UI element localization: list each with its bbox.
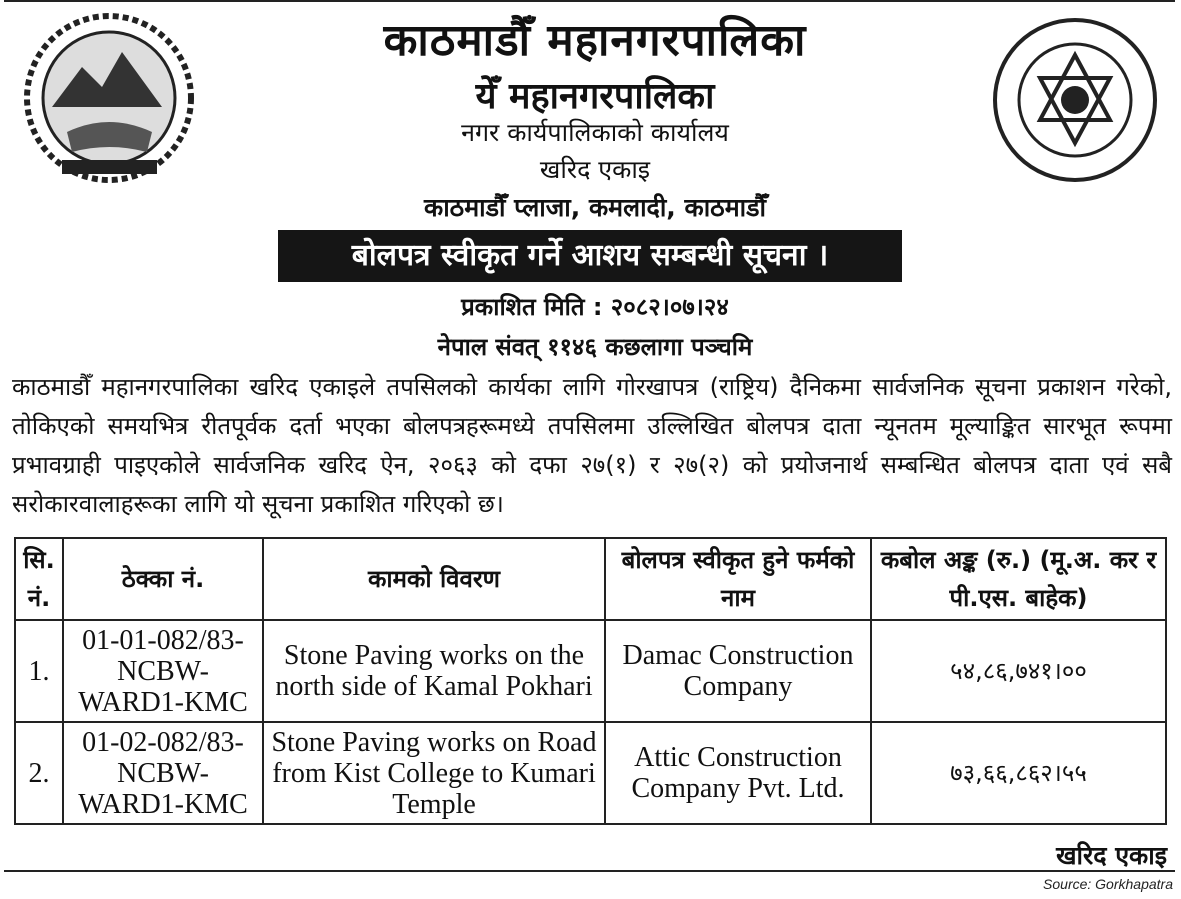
table-row xyxy=(15,722,1166,824)
bottom-rule xyxy=(4,870,1175,872)
signature-unit: खरिद एकाइ xyxy=(1056,841,1167,870)
header-amount: कबोल अङ्क (रु.) (मू.अ. कर र पी.एस. बाहेक) xyxy=(871,538,1166,620)
unit-name: खरिद एकाइ xyxy=(539,155,651,184)
award-table xyxy=(14,537,1167,825)
source-credit: Source: Gorkhapatra xyxy=(1043,876,1173,892)
table-header-row xyxy=(15,538,1166,620)
cell-description: Stone Paving works on Road from Kist College to Kumari Temple xyxy=(263,722,605,824)
header-description: कामको विवरण xyxy=(263,538,605,620)
cell-contract-no: 01-01-082/83-NCBW-WARD1-KMC xyxy=(63,620,263,722)
notice-title: बोलपत्र स्वीकृत गर्ने आशय सम्बन्धी सूचना । xyxy=(278,230,902,282)
office-name: नगर कार्यपालिकाको कार्यालय xyxy=(461,118,729,147)
header-sn: सि. नं. xyxy=(15,538,63,620)
cell-contract-no: 01-02-082/83-NCBW-WARD1-KMC xyxy=(63,722,263,824)
org-title-newari: येँ महानगरपालिका xyxy=(475,75,715,117)
cell-firm: Attic Construction Company Pvt. Ltd. xyxy=(605,722,871,824)
notice-body: काठमाडौँ महानगरपालिका खरिद एकाइले तपसिलको कार्यका लागि गोरखापत्र (राष्ट्रिय) दैनिकमा सार्वजनिक सूचना प्रकाशन गरेको, तोकिएको समयभित्र रीतपूर्वक दर्ता भएका बोलपत्रहरूमध्ये तपसिलमा उल्लिखित बोलपत्र दाता न्यूनतम मूल्याङ्कित सारभूत रूपमा प्रभावग्राही पाइएकोले सार्वजनिक खरिद ऐन, २०६३ को दफा २७(१) र २७(२) को प्रयोजनार्थ सम्बन्धित बोलपत्र दाता एवं सबै सरोकारवालाहरूका लागि यो सूचना प्रकाशित गरिएको छ। xyxy=(12,373,1172,518)
org-title: काठमाडौँ महानगरपालिका xyxy=(383,15,807,66)
cell-sn: 2. xyxy=(15,722,63,824)
cell-firm: Damac Construction Company xyxy=(605,620,871,722)
header-firm: बोलपत्र स्वीकृत हुने फर्मको नाम xyxy=(605,538,871,620)
header-contract-no: ठेक्का नं. xyxy=(63,538,263,620)
nepal-sambat-date: नेपाल संवत् ११४६ कछलागा पञ्चमि xyxy=(437,333,753,361)
table-row xyxy=(15,620,1166,722)
cell-sn: 1. xyxy=(15,620,63,722)
cell-amount: ५४,८६,७४१।०० xyxy=(871,620,1166,722)
nepal-emblem-logo xyxy=(22,12,197,188)
cell-amount: ७३,६६,८६२।५५ xyxy=(871,722,1166,824)
cell-description: Stone Paving works on the north side of Kamal Pokhari xyxy=(263,620,605,722)
address: काठमाडौँ प्लाजा, कमलादी, काठमाडौँ xyxy=(424,193,766,222)
kmc-seal-logo xyxy=(985,15,1165,189)
published-date: प्रकाशित मिति : २०८२।०७।२४ xyxy=(461,293,729,321)
